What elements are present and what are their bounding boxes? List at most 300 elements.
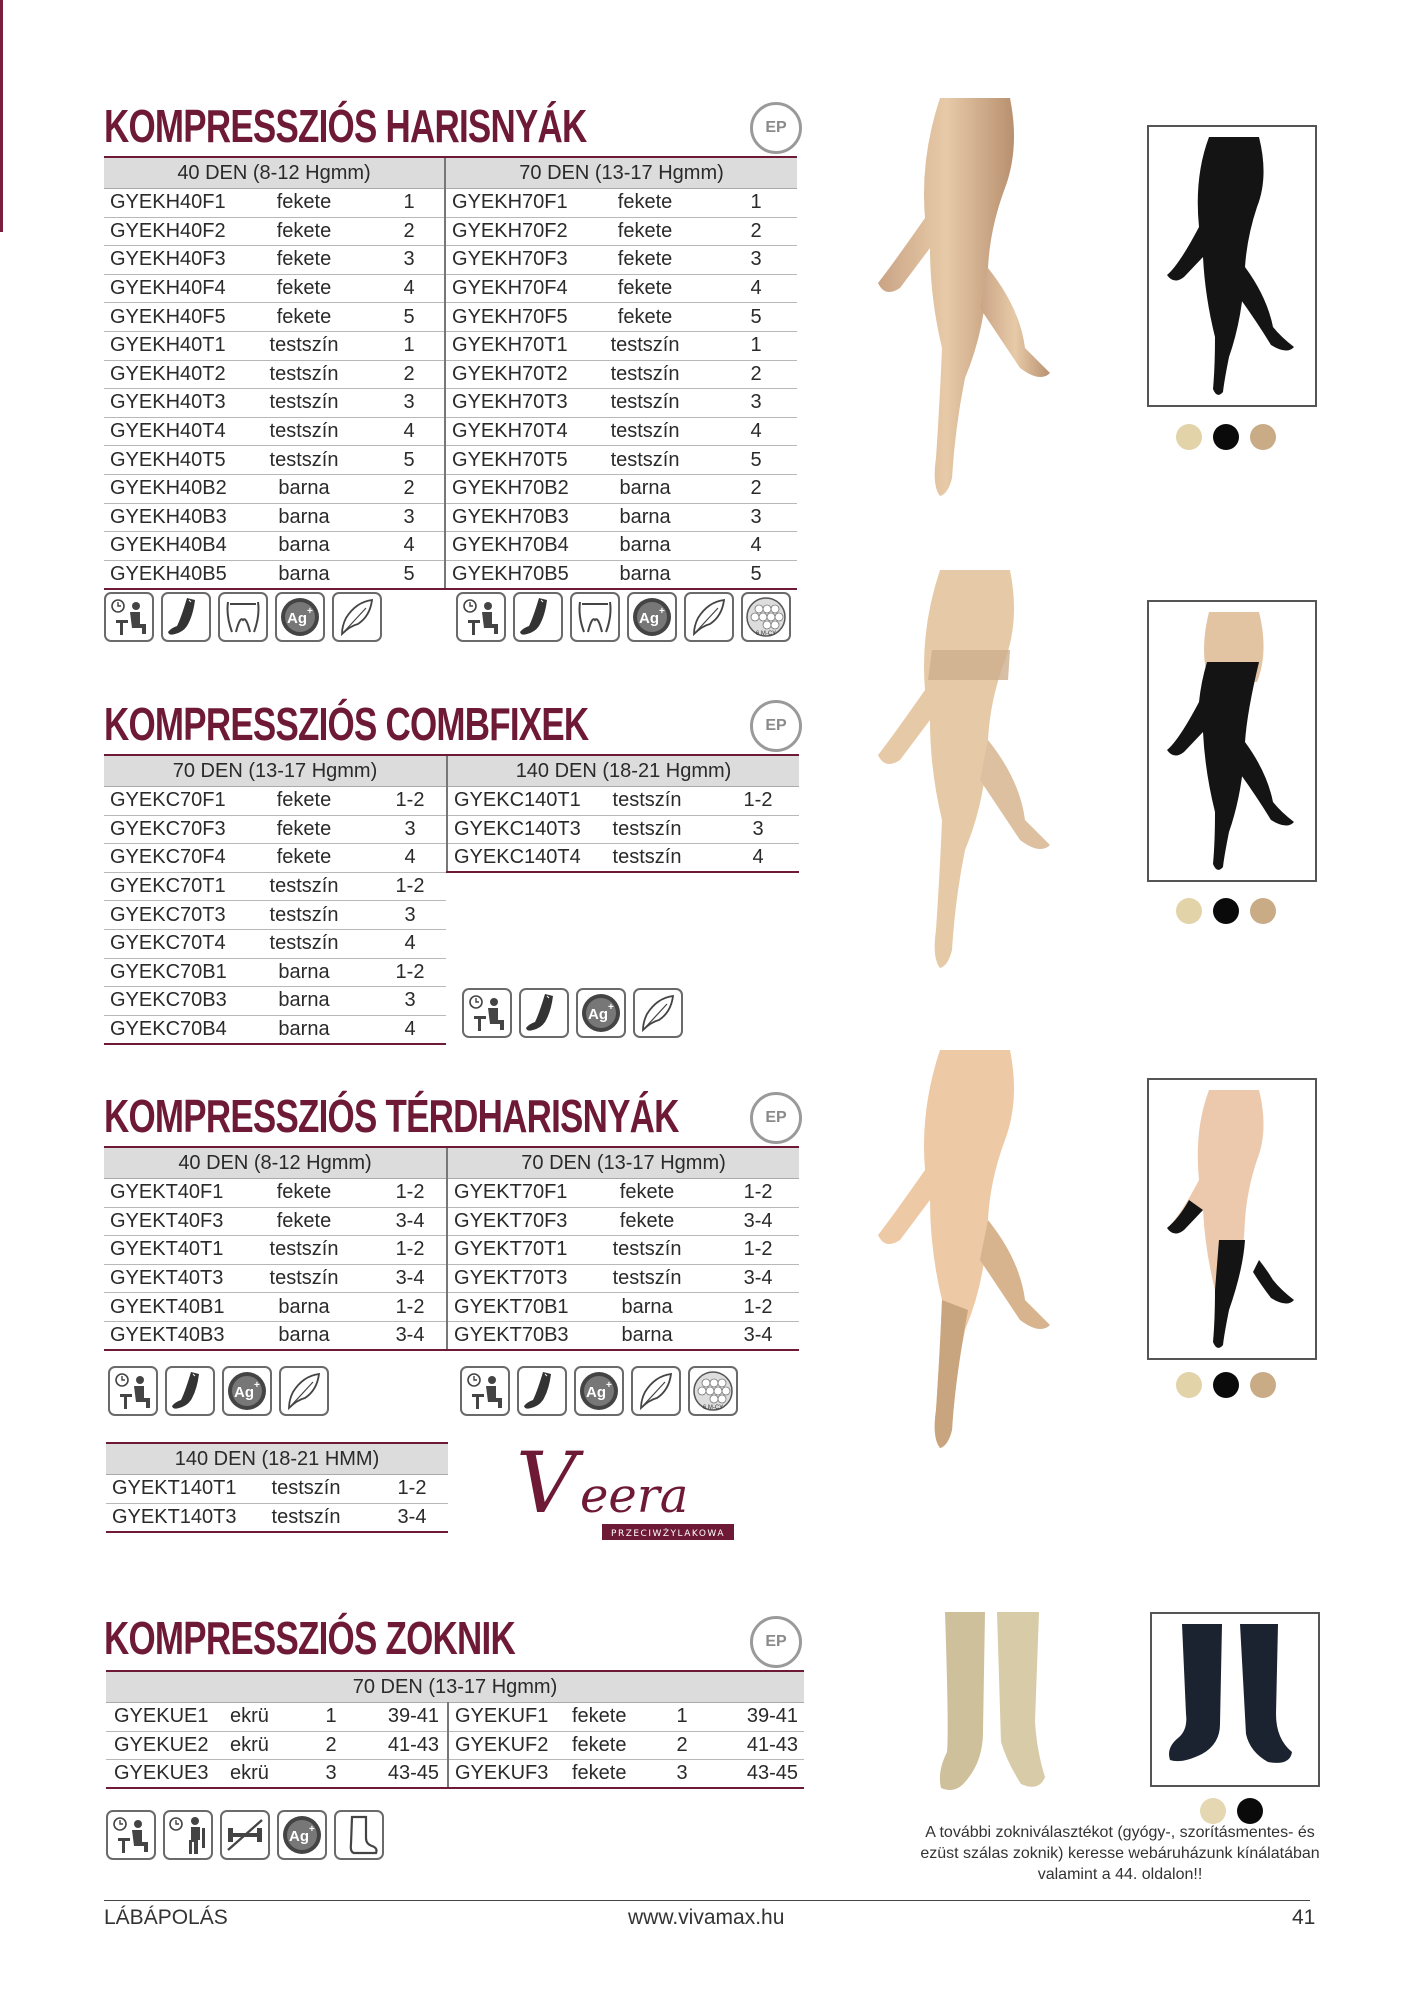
hips-icon <box>218 592 268 642</box>
ag-plus-label: + <box>606 1380 612 1391</box>
color-swatch <box>1213 1372 1239 1398</box>
product-size: 5 <box>715 560 797 589</box>
sock-icon <box>334 1810 384 1860</box>
product-code: GYEKH70T3 <box>445 389 575 418</box>
table-row <box>104 958 446 987</box>
table-row <box>104 274 444 303</box>
table-header: 70 DEN (13-17 Hgmm) <box>445 157 797 189</box>
color-swatch <box>1213 424 1239 450</box>
product-color: barna <box>234 560 374 589</box>
product-size: 1-2 <box>374 872 446 901</box>
product-size: 4 <box>374 417 444 446</box>
product-color: testszín <box>234 929 374 958</box>
svg-text:V: V <box>516 1434 577 1532</box>
product-size: 2 <box>715 217 797 246</box>
color-swatches <box>1176 424 1276 450</box>
product-code: GYEKC140T1 <box>447 787 577 816</box>
table-row <box>104 303 444 332</box>
table-row <box>104 929 446 958</box>
table-row <box>106 1475 448 1504</box>
product-code: GYEKUE3 <box>106 1760 226 1789</box>
product-color: fekete <box>234 1207 374 1236</box>
product-color: fekete <box>577 1179 717 1208</box>
pantyhose-nude-photo <box>870 98 1070 498</box>
product-code: GYEKH70F3 <box>445 246 575 275</box>
product-code: GYEKT70F3 <box>447 1207 577 1236</box>
ag-label: Ag <box>639 610 659 627</box>
table-row <box>106 1503 448 1532</box>
product-code: GYEKH40F4 <box>104 274 234 303</box>
sitting-person-clock-icon <box>462 988 512 1038</box>
product-color: fekete <box>568 1731 652 1760</box>
microfiber-label: 6 M-CY <box>755 631 777 637</box>
product-code: GYEKT70B3 <box>447 1321 577 1350</box>
product-size: 1 <box>715 331 797 360</box>
product-color: fekete <box>234 1179 374 1208</box>
product-size: 3 <box>306 1760 356 1789</box>
product-color: testszín <box>234 446 374 475</box>
product-code: GYEKH40T4 <box>104 417 234 446</box>
product-color: fekete <box>568 1703 652 1732</box>
table-row <box>445 303 797 332</box>
product-code: GYEKT70T3 <box>447 1264 577 1293</box>
table-row <box>104 1236 446 1265</box>
product-code: GYEKH70F1 <box>445 189 575 218</box>
product-code: GYEKT70B1 <box>447 1293 577 1322</box>
product-table-40den <box>104 1146 446 1351</box>
product-table-140den <box>446 754 799 873</box>
table-row <box>447 844 799 873</box>
feature-icons-40den <box>104 592 382 642</box>
product-color: testszín <box>234 872 374 901</box>
product-code: GYEKT40B1 <box>104 1293 234 1322</box>
product-size: 1-2 <box>374 958 446 987</box>
product-color: fekete <box>234 844 374 873</box>
product-size: 5 <box>715 446 797 475</box>
product-color: testszín <box>575 417 715 446</box>
product-code: GYEKT70T1 <box>447 1236 577 1265</box>
shoe-size: 39-41 <box>356 1703 448 1732</box>
product-code: GYEKH70B2 <box>445 474 575 503</box>
product-code: GYEKC70T3 <box>104 901 234 930</box>
product-color: fekete <box>234 217 374 246</box>
product-code: GYEKUF2 <box>448 1731 568 1760</box>
ep-badge: EP <box>750 1092 802 1144</box>
table-row <box>104 446 444 475</box>
socks-ecru-photo <box>935 1612 1055 1802</box>
product-color: testszín <box>234 417 374 446</box>
shoe-size: 43-45 <box>356 1760 448 1789</box>
product-code: GYEKH40F2 <box>104 217 234 246</box>
table-row <box>104 1015 446 1044</box>
product-color: testszín <box>575 331 715 360</box>
product-code: GYEKUF3 <box>448 1760 568 1789</box>
knee-highs-black-photo-frame <box>1147 1078 1317 1360</box>
table-row <box>104 389 444 418</box>
product-code: GYEKUE2 <box>106 1731 226 1760</box>
ag-label: Ag <box>287 610 307 627</box>
product-code: GYEKUF1 <box>448 1703 568 1732</box>
sitting-person-clock-icon <box>108 1366 158 1416</box>
table-header: 140 DEN (18-21 HMM) <box>106 1443 448 1475</box>
color-swatch <box>1176 424 1202 450</box>
table-row <box>104 417 444 446</box>
product-color: testszín <box>234 901 374 930</box>
table-row <box>445 474 797 503</box>
product-color: barna <box>234 987 374 1016</box>
color-swatch <box>1237 1798 1263 1824</box>
section-title: KOMPRESSZIÓS ZOKNIK <box>104 1612 515 1664</box>
product-size: 1-2 <box>374 1236 446 1265</box>
product-size: 4 <box>374 274 444 303</box>
product-color: barna <box>575 532 715 561</box>
leg-icon <box>161 592 211 642</box>
product-color: barna <box>234 1015 374 1044</box>
pantyhose-black-photo-frame <box>1147 125 1317 407</box>
veera-brand-logo <box>510 1420 740 1550</box>
product-size: 3-4 <box>717 1321 799 1350</box>
product-color: fekete <box>575 303 715 332</box>
product-code: GYEKH70F2 <box>445 217 575 246</box>
product-code: GYEKH40B2 <box>104 474 234 503</box>
product-code: GYEKH70B3 <box>445 503 575 532</box>
product-code: GYEKC70T4 <box>104 929 234 958</box>
product-code: GYEKC140T3 <box>447 815 577 844</box>
shoe-size: 41-43 <box>356 1731 448 1760</box>
microfiber-label: 6 M-CY <box>702 1405 724 1411</box>
product-code: GYEKH40F5 <box>104 303 234 332</box>
table-row <box>104 217 444 246</box>
hips-icon <box>570 592 620 642</box>
product-code: GYEKT40T1 <box>104 1236 234 1265</box>
product-size: 3 <box>715 503 797 532</box>
product-size: 2 <box>306 1731 356 1760</box>
color-swatches <box>1176 898 1276 924</box>
product-size: 1-2 <box>717 1236 799 1265</box>
table-row <box>447 815 799 844</box>
product-size: 2 <box>374 360 444 389</box>
color-swatches <box>1176 1372 1276 1398</box>
color-swatch <box>1250 424 1276 450</box>
color-swatch <box>1176 1372 1202 1398</box>
table-row <box>104 189 444 218</box>
table-row <box>445 560 797 589</box>
silver-ag-icon <box>576 988 626 1038</box>
table-row <box>445 389 797 418</box>
svg-text:eera: eera <box>580 1468 689 1524</box>
product-color: barna <box>577 1293 717 1322</box>
product-size: 3-4 <box>374 1264 446 1293</box>
table-row <box>104 1293 446 1322</box>
microfiber-icon <box>741 592 791 642</box>
product-color: testszín <box>577 1264 717 1293</box>
feature-icons-70den <box>456 592 791 642</box>
product-code: GYEKH70T2 <box>445 360 575 389</box>
product-color: ekrü <box>226 1703 306 1732</box>
table-row <box>104 901 446 930</box>
product-size: 1-2 <box>376 1475 448 1504</box>
feature-icons <box>106 1810 384 1860</box>
product-color: testszín <box>575 446 715 475</box>
table-row <box>447 1179 799 1208</box>
ag-plus-label: + <box>309 1824 315 1835</box>
sitting-person-clock-icon <box>460 1366 510 1416</box>
product-table-70den <box>446 1146 799 1351</box>
ep-badge: EP <box>750 102 802 154</box>
product-color: fekete <box>568 1760 652 1789</box>
feature-icons-40den <box>108 1366 329 1416</box>
product-code: GYEKT40F3 <box>104 1207 234 1236</box>
feather-icon <box>684 592 734 642</box>
table-row <box>104 532 444 561</box>
shoe-size: 43-45 <box>712 1760 804 1789</box>
product-color: testszín <box>577 1236 717 1265</box>
product-size: 4 <box>374 532 444 561</box>
product-size: 3-4 <box>374 1321 446 1350</box>
product-size: 3-4 <box>717 1207 799 1236</box>
footer-divider <box>104 1900 1310 1901</box>
leg-icon <box>165 1366 215 1416</box>
ag-plus-label: + <box>608 1002 614 1013</box>
stockings-black-photo-frame <box>1147 600 1317 882</box>
knee-highs-black-photo <box>1149 1080 1315 1358</box>
product-code: GYEKH40T5 <box>104 446 234 475</box>
table-row <box>445 189 797 218</box>
table-row <box>445 532 797 561</box>
product-color: barna <box>577 1321 717 1350</box>
table-row <box>447 1264 799 1293</box>
feature-icons <box>462 988 683 1038</box>
section-zoknik <box>104 1612 804 1845</box>
product-color: fekete <box>234 303 374 332</box>
product-code: GYEKT40T3 <box>104 1264 234 1293</box>
product-size: 1-2 <box>374 787 446 816</box>
table-row <box>445 274 797 303</box>
product-size: 1 <box>715 189 797 218</box>
sitting-person-clock-icon <box>104 592 154 642</box>
color-swatch <box>1213 898 1239 924</box>
product-code: GYEKH40T1 <box>104 331 234 360</box>
color-swatch <box>1176 898 1202 924</box>
microfiber-icon <box>688 1366 738 1416</box>
product-size: 5 <box>715 303 797 332</box>
product-code: GYEKH40T3 <box>104 389 234 418</box>
product-color: testszín <box>234 360 374 389</box>
product-size: 1 <box>306 1703 356 1732</box>
product-code: GYEKH70F4 <box>445 274 575 303</box>
table-row <box>447 1293 799 1322</box>
product-code: GYEKUE1 <box>106 1703 226 1732</box>
table-row <box>104 360 444 389</box>
product-code: GYEKH70T5 <box>445 446 575 475</box>
product-code: GYEKT40B3 <box>104 1321 234 1350</box>
ag-plus-label: + <box>307 606 313 617</box>
svg-text:PRZECIWŻYLAKOWA: PRZECIWŻYLAKOWA <box>611 1529 725 1539</box>
product-code: GYEKC70T1 <box>104 872 234 901</box>
color-swatch <box>1250 1372 1276 1398</box>
leg-icon <box>519 988 569 1038</box>
ag-label: Ag <box>234 1384 254 1401</box>
product-color: barna <box>575 474 715 503</box>
product-size: 1 <box>374 331 444 360</box>
product-size: 3 <box>715 389 797 418</box>
table-row <box>104 815 446 844</box>
table-row <box>447 1236 799 1265</box>
product-code: GYEKH40B4 <box>104 532 234 561</box>
product-color: testszín <box>236 1503 376 1532</box>
product-size: 2 <box>374 217 444 246</box>
product-color: testszín <box>236 1475 376 1504</box>
socks-note: A további zokniválasztékot (gyógy-, szorításmentes- és ezüst szálas zoknik) keresse webáruházunk kínálatában valamint a 44. oldalon!! <box>920 1824 1320 1883</box>
product-size: 1-2 <box>717 1293 799 1322</box>
product-code: GYEKH40F3 <box>104 246 234 275</box>
product-code: GYEKH40B3 <box>104 503 234 532</box>
table-header: 70 DEN (13-17 Hgmm) <box>447 1147 799 1179</box>
table-header: 140 DEN (18-21 Hgmm) <box>447 755 799 787</box>
product-size: 3-4 <box>376 1503 448 1532</box>
product-size: 4 <box>374 1015 446 1044</box>
table-row <box>447 787 799 816</box>
pantyhose-black-photo <box>1149 127 1315 405</box>
footer-website-link[interactable]: www.vivamax.hu <box>628 1906 785 1929</box>
product-code: GYEKC140T4 <box>447 844 577 873</box>
product-table-70den <box>104 754 446 1045</box>
product-size: 1-2 <box>374 1179 446 1208</box>
table-row <box>104 1207 446 1236</box>
table-row <box>104 844 446 873</box>
product-size: 5 <box>374 303 444 332</box>
product-color: barna <box>234 503 374 532</box>
product-table-socks <box>106 1670 804 1789</box>
product-color: fekete <box>575 217 715 246</box>
table-row <box>445 446 797 475</box>
stockings-black-photo <box>1149 602 1315 880</box>
product-code: GYEKH40B5 <box>104 560 234 589</box>
product-color: barna <box>575 560 715 589</box>
product-size: 2 <box>374 474 444 503</box>
table-row <box>104 246 444 275</box>
feather-icon <box>631 1366 681 1416</box>
product-size: 3-4 <box>374 1207 446 1236</box>
table-row <box>447 1207 799 1236</box>
product-size: 4 <box>715 532 797 561</box>
table-row <box>104 560 444 589</box>
table-row <box>106 1760 804 1789</box>
footer-page-number: 41 <box>1292 1906 1316 1929</box>
no-dumbbell-icon <box>220 1810 270 1860</box>
ag-plus-label: + <box>659 606 665 617</box>
product-code: GYEKH70B4 <box>445 532 575 561</box>
table-row <box>104 1179 446 1208</box>
section-title: KOMPRESSZIÓS TÉRDHARISNYÁK <box>104 1090 679 1142</box>
leg-icon <box>517 1366 567 1416</box>
product-color: testszín <box>234 331 374 360</box>
product-size: 3-4 <box>717 1264 799 1293</box>
product-size: 4 <box>715 417 797 446</box>
table-row <box>445 217 797 246</box>
table-row <box>106 1731 804 1760</box>
table-row <box>447 1321 799 1350</box>
product-color: barna <box>234 1321 374 1350</box>
product-color: fekete <box>234 189 374 218</box>
product-size: 3 <box>374 901 446 930</box>
color-swatches <box>1200 1798 1263 1824</box>
product-code: GYEKT70F1 <box>447 1179 577 1208</box>
product-size: 1 <box>374 189 444 218</box>
sitting-person-clock-icon <box>106 1810 156 1860</box>
product-color: fekete <box>577 1207 717 1236</box>
color-swatch <box>1200 1798 1226 1824</box>
silver-ag-icon <box>627 592 677 642</box>
table-header: 40 DEN (8-12 Hgmm) <box>104 157 444 189</box>
table-row <box>445 331 797 360</box>
section-harisnyak <box>104 100 804 637</box>
product-size: 3 <box>374 503 444 532</box>
product-color: testszín <box>234 389 374 418</box>
ag-label: Ag <box>289 1828 309 1845</box>
product-size: 3 <box>715 246 797 275</box>
feature-icons-70den <box>460 1366 738 1416</box>
product-code: GYEKH70T4 <box>445 417 575 446</box>
silver-ag-icon <box>222 1366 272 1416</box>
table-row <box>104 503 444 532</box>
product-code: GYEKH70B5 <box>445 560 575 589</box>
ag-label: Ag <box>586 1384 606 1401</box>
table-row <box>104 1264 446 1293</box>
table-row <box>104 1321 446 1350</box>
product-code: GYEKH40T2 <box>104 360 234 389</box>
socks-black-photo-frame <box>1150 1612 1320 1787</box>
color-swatch <box>1250 898 1276 924</box>
table-header: 70 DEN (13-17 Hgmm) <box>106 1671 804 1703</box>
knee-highs-nude-photo <box>870 1050 1070 1450</box>
product-size: 5 <box>374 446 444 475</box>
product-color: testszín <box>577 815 717 844</box>
product-size: 4 <box>374 929 446 958</box>
product-code: GYEKC70B4 <box>104 1015 234 1044</box>
product-size: 2 <box>652 1731 712 1760</box>
product-color: ekrü <box>226 1760 306 1789</box>
ep-badge: EP <box>750 700 802 752</box>
product-size: 3 <box>717 815 799 844</box>
product-code: GYEKH70F5 <box>445 303 575 332</box>
leg-icon <box>513 592 563 642</box>
table-row <box>106 1703 804 1732</box>
product-color: fekete <box>234 246 374 275</box>
product-color: fekete <box>234 815 374 844</box>
product-color: testszín <box>234 1236 374 1265</box>
product-size: 4 <box>715 274 797 303</box>
product-color: barna <box>234 532 374 561</box>
product-color: testszín <box>577 844 717 873</box>
product-color: barna <box>234 474 374 503</box>
stockings-nude-photo <box>870 570 1070 970</box>
product-color: fekete <box>234 274 374 303</box>
product-code: GYEKC70B3 <box>104 987 234 1016</box>
ag-plus-label: + <box>254 1380 260 1391</box>
product-size: 3 <box>374 987 446 1016</box>
shoe-size: 41-43 <box>712 1731 804 1760</box>
product-color: fekete <box>575 189 715 218</box>
ag-label: Ag <box>588 1006 608 1023</box>
product-size: 4 <box>717 844 799 873</box>
shoe-size: 39-41 <box>712 1703 804 1732</box>
feather-icon <box>332 592 382 642</box>
table-row <box>445 360 797 389</box>
table-row <box>104 787 446 816</box>
product-size: 1-2 <box>717 1179 799 1208</box>
product-size: 3 <box>652 1760 712 1789</box>
